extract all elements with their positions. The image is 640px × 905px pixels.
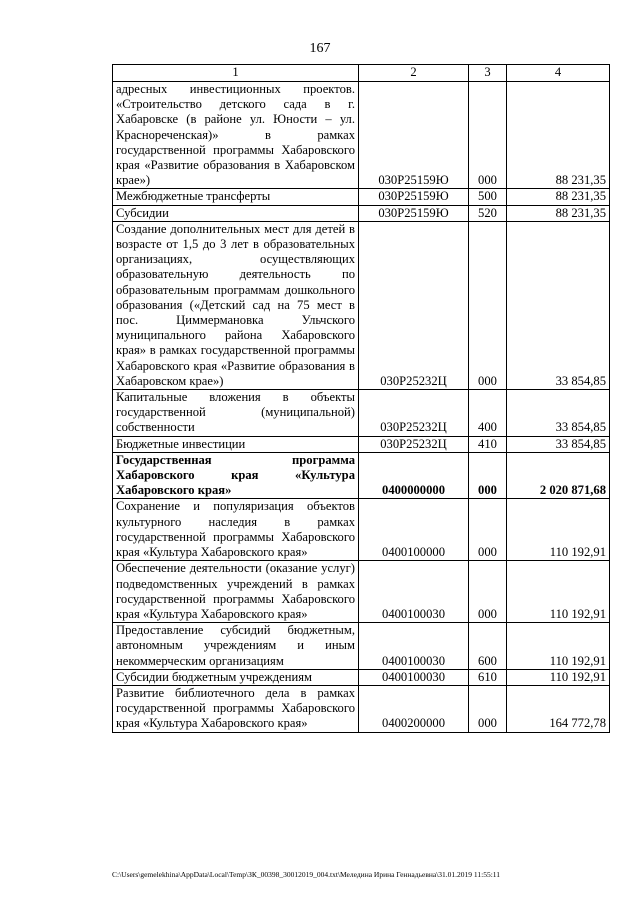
- footer-file-path: C:\Users\gemelekhina\AppData\Local\Temp\ЗК_00398_30012019_004.txt\Меледина Ирина Геннадьевна\31.01.2019 11:55:11: [112, 870, 501, 879]
- row-sum-cell: 88 231,35: [507, 205, 610, 221]
- table-row: [113, 669, 610, 685]
- row-code-cell: 030Р25232Ц: [359, 221, 469, 389]
- row-sum-cell: 110 192,91: [507, 499, 610, 561]
- row-code-cell: 0400000000: [359, 452, 469, 499]
- row-sum-cell: 110 192,91: [507, 669, 610, 685]
- row-name-cell: адресных инвестиционных проектов. «Строительство детского сада в г. Хабаровске (в районе ул. Юности – ул. Краснореченская)» в рамках государственной программы Хабаровского края «Развитие образования в Хабаровском крае»): [113, 82, 359, 189]
- page-number: 167: [309, 41, 331, 56]
- row-code-cell: 0400100030: [359, 669, 469, 685]
- row-type-cell: 000: [469, 561, 507, 623]
- row-sum-cell: 110 192,91: [507, 623, 610, 670]
- row-name-cell: Развитие библиотечного дела в рамках государственной программы Хабаровского края «Культура Хабаровского края»: [113, 685, 359, 732]
- row-type-cell: 000: [469, 685, 507, 732]
- row-type-cell: 610: [469, 669, 507, 685]
- row-type-cell: 000: [469, 82, 507, 189]
- table-row: [113, 685, 610, 732]
- table-row: [113, 499, 610, 561]
- row-code-cell: 030Р25159Ю: [359, 205, 469, 221]
- row-name-cell: Межбюджетные трансферты: [113, 189, 359, 205]
- row-code-cell: 030Р25232Ц: [359, 390, 469, 437]
- row-type-cell: 000: [469, 221, 507, 389]
- row-code-cell: 0400100000: [359, 499, 469, 561]
- table-row: [113, 452, 610, 499]
- table-row: [113, 561, 610, 623]
- row-code-cell: 030Р25232Ц: [359, 436, 469, 452]
- row-type-cell: 400: [469, 390, 507, 437]
- row-type-cell: 000: [469, 452, 507, 499]
- table-header-row: [113, 65, 610, 82]
- row-type-cell: 520: [469, 205, 507, 221]
- row-name-cell: Сохранение и популяризация объектов культурного наследия в рамках государственной программы Хабаровского края «Культура Хабаровского края»: [113, 499, 359, 561]
- table-row: [113, 205, 610, 221]
- header-cell-2: 2: [359, 65, 469, 82]
- row-sum-cell: 110 192,91: [507, 561, 610, 623]
- table-row: [113, 82, 610, 189]
- row-name-cell: Субсидии: [113, 205, 359, 221]
- row-sum-cell: 164 772,78: [507, 685, 610, 732]
- table-row: [113, 436, 610, 452]
- row-code-cell: 0400100030: [359, 561, 469, 623]
- header-cell-4: 4: [507, 65, 610, 82]
- budget-table: [112, 64, 610, 733]
- row-sum-cell: 2 020 871,68: [507, 452, 610, 499]
- row-name-cell: Государственная программа Хабаровского края «Культура Хабаровского края»: [113, 452, 359, 499]
- row-sum-cell: 33 854,85: [507, 390, 610, 437]
- table-row: [113, 390, 610, 437]
- table-row: [113, 623, 610, 670]
- table-row: [113, 189, 610, 205]
- row-type-cell: 410: [469, 436, 507, 452]
- row-code-cell: 0400100030: [359, 623, 469, 670]
- header-cell-3: 3: [469, 65, 507, 82]
- row-code-cell: 030Р25159Ю: [359, 189, 469, 205]
- row-name-cell: Бюджетные инвестиции: [113, 436, 359, 452]
- table-row: [113, 221, 610, 389]
- row-sum-cell: 33 854,85: [507, 221, 610, 389]
- row-name-cell: Создание дополнительных мест для детей в возрасте от 1,5 до 3 лет в образовательных организациях, осуществляющих образовательную деятельность по образовательным программам дошкольного образования («Детский сад на 75 мест в пос. Циммермановка Ульчского муниципального района Хабаровского края» в рамках государственной программы Хабаровского края «Развитие образования в Хабаровском крае»): [113, 221, 359, 389]
- row-name-cell: Предоставление субсидий бюджетным, автономным учреждениям и иным некоммерческим организациям: [113, 623, 359, 670]
- header-cell-1: 1: [113, 65, 359, 82]
- row-type-cell: 000: [469, 499, 507, 561]
- row-name-cell: Капитальные вложения в объекты государственной (муниципальной) собственности: [113, 390, 359, 437]
- row-sum-cell: 88 231,35: [507, 82, 610, 189]
- row-type-cell: 600: [469, 623, 507, 670]
- row-name-cell: Обеспечение деятельности (оказание услуг) подведомственных учреждений в рамках государственной программы Хабаровского края «Культура Хабаровского края»: [113, 561, 359, 623]
- row-sum-cell: 33 854,85: [507, 436, 610, 452]
- row-sum-cell: 88 231,35: [507, 189, 610, 205]
- row-name-cell: Субсидии бюджетным учреждениям: [113, 669, 359, 685]
- row-code-cell: 030Р25159Ю: [359, 82, 469, 189]
- row-code-cell: 0400200000: [359, 685, 469, 732]
- row-type-cell: 500: [469, 189, 507, 205]
